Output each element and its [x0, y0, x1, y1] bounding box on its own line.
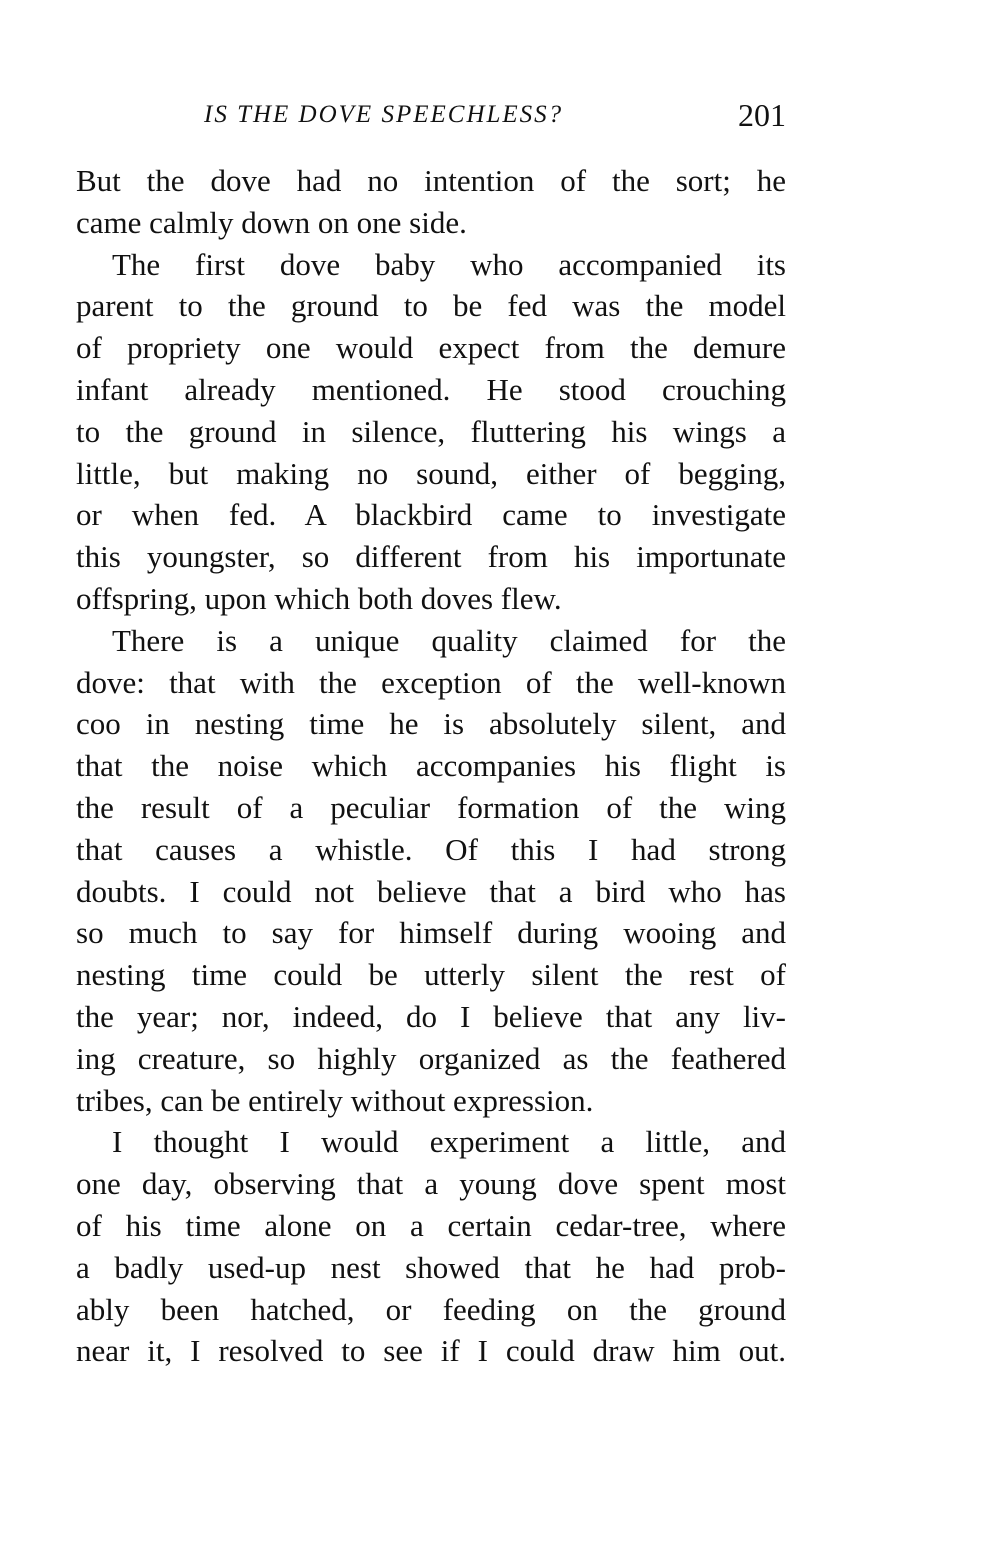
text-line: dove: that with the exception of the well-known — [76, 664, 786, 700]
text-line: coo in nesting time he is absolutely silent, and — [76, 706, 786, 742]
text-line: that causes a whistle. Of this I had strong — [76, 831, 786, 867]
text-line: But the dove had no intention of the sort; he — [76, 163, 786, 198]
paragraph — [76, 620, 786, 1122]
text-line: There is a unique quality claimed for the — [112, 622, 786, 658]
page-number: 201 — [738, 97, 786, 133]
text-line: tribes, can be entirely without expression. — [76, 1082, 594, 1118]
text-line: of his time alone on a certain cedar-tree, where — [76, 1207, 786, 1243]
text-line: a badly used-up nest showed that he had prob- — [76, 1249, 786, 1285]
text-line: near it, I resolved to see if I could draw him out. — [76, 1333, 786, 1369]
text-line: or when fed. A blackbird came to investigate — [76, 497, 786, 533]
paragraph — [76, 160, 786, 244]
running-title: IS THE DOVE SPEECHLESS? — [204, 101, 564, 128]
text-line: The first dove baby who accompanied its — [112, 246, 786, 282]
text-line: came calmly down on one side. — [76, 204, 467, 240]
text-line: little, but making no sound, either of begging, — [76, 455, 786, 491]
text-line: infant already mentioned. He stood crouching — [76, 371, 786, 407]
text-line: one day, observing that a young dove spent most — [76, 1166, 786, 1202]
text-line: I thought I would experiment a little, and — [112, 1124, 786, 1160]
paragraph — [76, 244, 786, 620]
text-line: doubts. I could not believe that a bird who has — [76, 873, 786, 909]
body-text — [76, 160, 786, 1372]
text-line: parent to the ground to be fed was the model — [76, 288, 786, 324]
running-head — [76, 92, 786, 138]
text-line: offspring, upon which both doves flew. — [76, 580, 562, 616]
text-line: the year; nor, indeed, do I believe that any liv- — [76, 998, 786, 1034]
text-line: the result of a peculiar formation of the wing — [76, 789, 786, 825]
text-line: that the noise which accompanies his flight is — [76, 748, 786, 784]
text-line: this youngster, so different from his importunate — [76, 539, 786, 575]
text-line: so much to say for himself during wooing and — [76, 915, 786, 951]
text-line: of propriety one would expect from the demure — [76, 330, 786, 366]
text-line: nesting time could be utterly silent the rest of — [76, 957, 786, 993]
paragraph — [76, 1121, 786, 1372]
text-line: ing creature, so highly organized as the feathered — [76, 1040, 786, 1076]
text-line: to the ground in silence, fluttering his wings a — [76, 413, 786, 449]
text-line: ably been hatched, or feeding on the ground — [76, 1291, 786, 1327]
